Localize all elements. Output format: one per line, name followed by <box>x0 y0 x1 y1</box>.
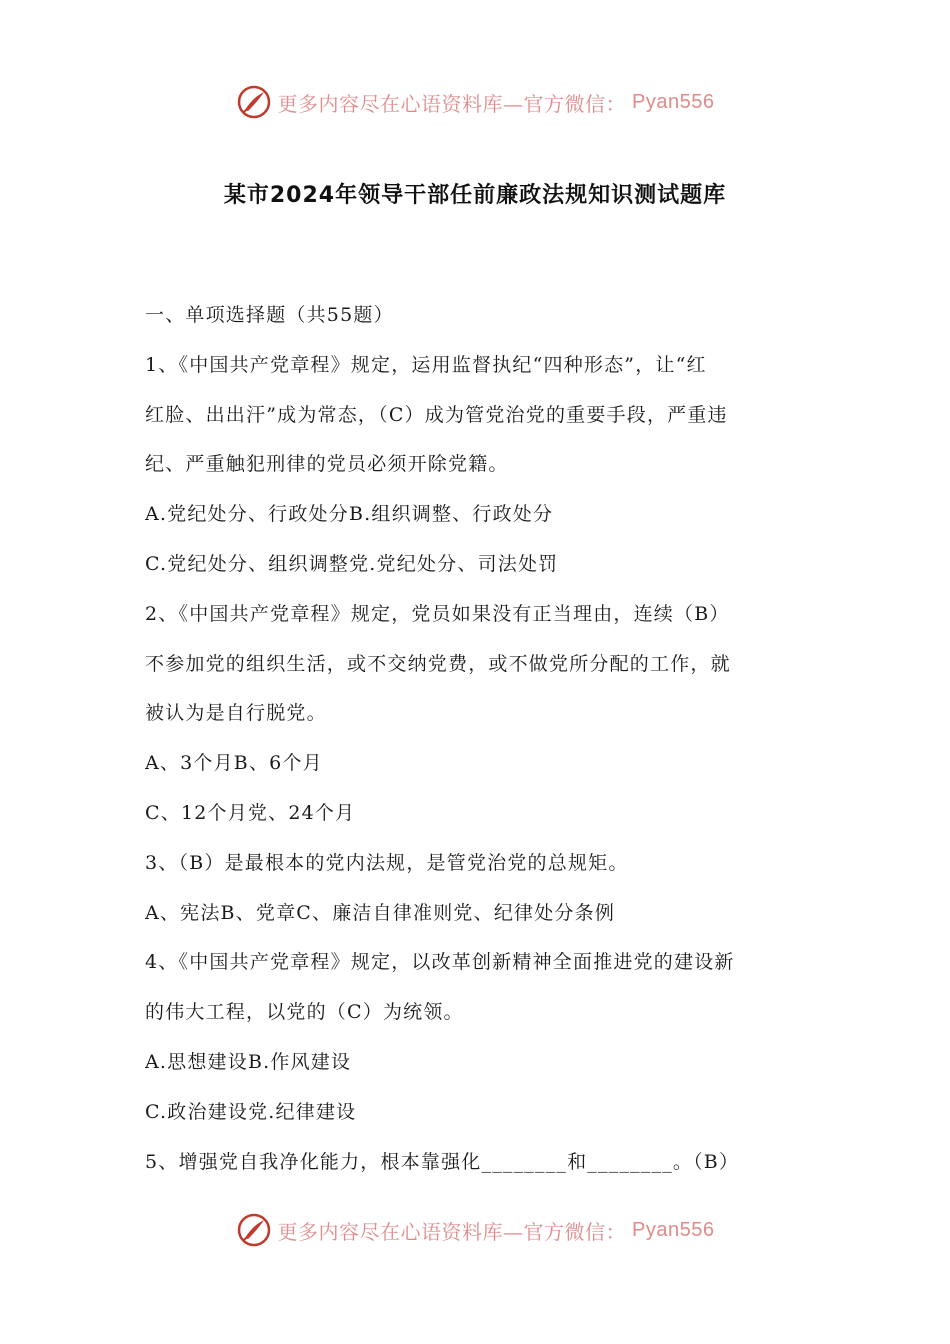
document-title: 某市2024年领导干部任前廉政法规知识测试题库 <box>223 183 727 208</box>
watermark-header <box>0 80 950 124</box>
question-3-line-1: 3、（B）是最根本的党内法规，是管党治党的总规矩。 <box>145 851 629 874</box>
question-4-line-1: 4、《中国共产党章程》规定，以改革创新精神全面推进党的建设新 <box>145 951 735 974</box>
document-body <box>145 291 810 1187</box>
question-3-options: A、宪法B、党章C、廉洁自律准则党、纪律处分条例 <box>145 901 616 924</box>
question-2-line-2: 不参加党的组织生活，或不交纳党费，或不做党所分配的工作，就 <box>145 652 731 675</box>
question-2-options-cd: C、12个月党、24个月 <box>145 801 356 824</box>
question-2-options-ab: A、3个月B、6个月 <box>145 752 323 775</box>
question-4-line-2: 的伟大工程，以党的（C）为统领。 <box>145 1001 464 1024</box>
question-1-line-1: 1、《中国共产党章程》规定，运用监督执纪“四种形态”，让“红 <box>145 353 707 376</box>
quill-logo-icon <box>236 1212 272 1248</box>
watermark-wechat-id: Pyan556 <box>632 1218 715 1241</box>
question-1-options-cd: C.党纪处分、组织调整党.党纪处分、司法处罚 <box>145 552 559 575</box>
question-2-line-1: 2、《中国共产党章程》规定，党员如果没有正当理由，连续（B） <box>145 602 730 625</box>
question-4-options-cd: C.政治建设党.纪律建设 <box>145 1100 357 1123</box>
question-1-line-3: 纪、严重触犯刑律的党员必须开除党籍。 <box>145 453 509 476</box>
watermark-footer <box>0 1208 950 1252</box>
question-1-line-2: 红脸、出出汗”成为常态，（C）成为管党治党的重要手段，严重违 <box>145 403 728 426</box>
question-4-options-ab: A.思想建设B.作风建设 <box>145 1050 352 1073</box>
watermark-wechat-id: Pyan556 <box>632 90 715 113</box>
quill-logo-icon <box>236 84 272 120</box>
watermark-text: 更多内容尽在心语资料库—官方微信： <box>277 1219 627 1244</box>
watermark-text: 更多内容尽在心语资料库—官方微信： <box>277 91 627 116</box>
question-1-options-ab: A.党纪处分、行政处分B.组织调整、行政处分 <box>145 503 554 526</box>
section-heading: 一、单项选择题（共55题） <box>145 304 394 326</box>
question-5-line-1: 5、增强党自我净化能力，根本靠强化________和________。（B） <box>145 1150 740 1173</box>
question-2-line-3: 被认为是自行脱党。 <box>145 702 327 725</box>
